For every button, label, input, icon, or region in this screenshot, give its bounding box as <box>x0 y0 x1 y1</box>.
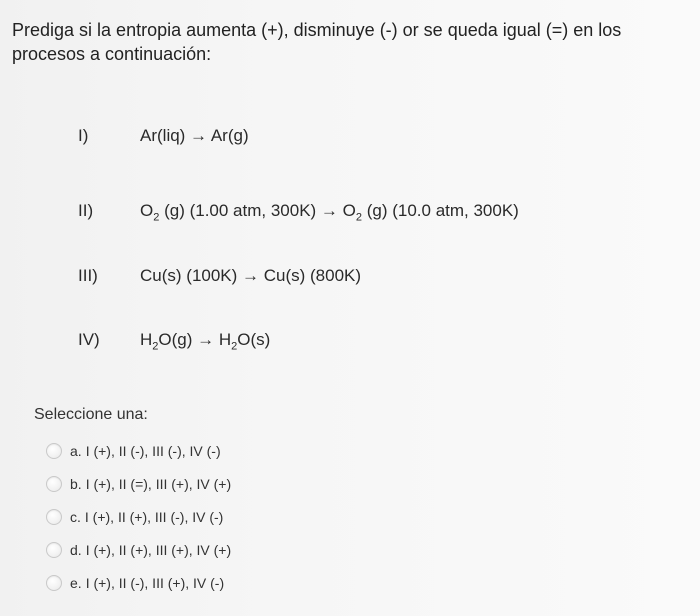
answer-options <box>46 434 231 599</box>
process-row-2 <box>0 197 700 227</box>
option-letter: b. <box>70 475 82 492</box>
radio-button[interactable] <box>46 443 62 459</box>
option-text: I (+), II (+), III (-), IV (-) <box>84 508 224 525</box>
question-text: Prediga si la entropia aumenta (+), disminuye (-) or se queda igual (=) en los procesos a continuación: <box>12 20 622 64</box>
process-equation: Cu(s) (100K) → Cu(s) (800K) <box>140 266 362 285</box>
process-equation: $H_2O(g) \to H_2O(s)$ <box>140 330 271 353</box>
process-equation: $O_2$ (g) (1.00 atm, $300K) \to O_2$ (g) (10.0 atm, 300K) <box>140 201 519 224</box>
radio-button[interactable] <box>46 575 62 591</box>
process-number: I) <box>78 126 89 145</box>
process-number: III) <box>78 266 98 285</box>
option-letter: c. <box>70 508 81 525</box>
answer-option-b[interactable] <box>46 467 231 500</box>
radio-button[interactable] <box>46 509 62 525</box>
answer-option-d[interactable] <box>46 533 231 566</box>
option-text: I (+), II (-), III (-), IV (-) <box>85 442 221 459</box>
option-letter: a. <box>70 442 82 459</box>
answer-option-c[interactable] <box>46 500 231 533</box>
process-row-3 <box>0 262 700 292</box>
option-text: I (+), II (=), III (+), IV (+) <box>85 475 232 492</box>
option-text: I (+), II (-), III (+), IV (-) <box>85 574 225 591</box>
process-row-4 <box>0 326 700 356</box>
answer-option-a[interactable] <box>46 434 231 467</box>
process-row-1 <box>0 122 700 152</box>
radio-button[interactable] <box>46 542 62 558</box>
radio-button[interactable] <box>46 476 62 492</box>
option-text: I (+), II (+), III (+), IV (+) <box>85 541 232 558</box>
process-equation: Ar(liq) → Ar(g) <box>140 126 249 145</box>
answer-option-e[interactable] <box>46 566 231 599</box>
process-number: IV) <box>78 330 100 349</box>
answer-prompt: Seleccione una: <box>34 406 148 423</box>
process-number: II) <box>78 201 94 220</box>
option-letter: d. <box>70 541 82 558</box>
option-letter: e. <box>70 574 82 591</box>
